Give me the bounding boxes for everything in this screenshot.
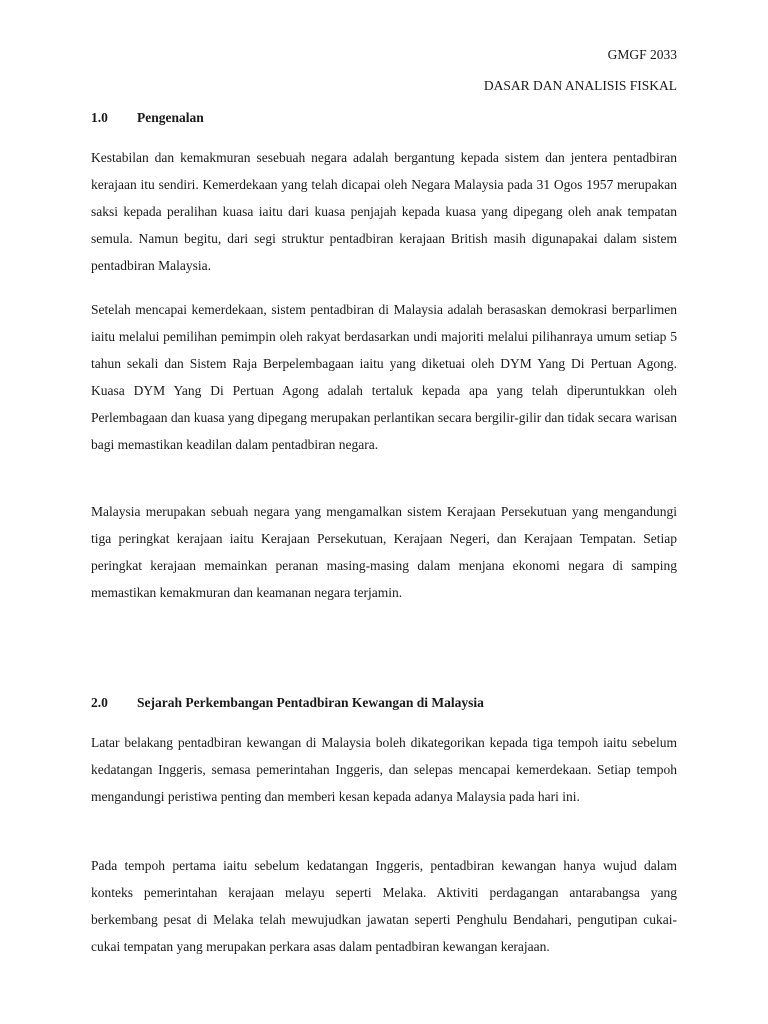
course-code: GMGF 2033 [607,47,677,62]
course-title: DASAR DAN ANALISIS FISKAL [483,78,677,93]
section-heading-history [91,694,484,712]
paragraph: Pada tempoh pertama iaitu sebelum kedatangan Inggeris, pentadbiran kewangan hanya wujud dalam konteks pemerintahan kerajaan melayu seperti Melaka. Aktiviti perdagangan antarabangsa yang berkembang pesat di Melaka telah mewujudkan jawatan seperti Penghulu Bendahari, pengutipan cukai-cukai tempatan yang merupakan perkara asas dalam pentadbiran kewangan kerajaan. [91,858,677,954]
paragraph: Latar belakang pentadbiran kewangan di Malaysia boleh dikategorikan kepada tiga tempoh iaitu sebelum kedatangan Inggeris, semasa pemerintahan Inggeris, dan selepas mencapai kemerdekaan. Setiap tempoh mengandungi peristiwa penting dan memberi kesan kepada adanya Malaysia pada hari ini. [91,735,677,804]
paragraph: Kestabilan dan kemakmuran sesebuah negara adalah bergantung kepada sistem dan jentera pentadbiran kerajaan itu sendiri. Kemerdekaan yang telah dicapai oleh Negara Malaysia pada 31 Ogos 1957 merupakan saksi kepada peralihan kuasa iaitu dari kuasa penjajah kepada kuasa yang dipegang oleh anak tempatan semula. Namun begitu, dari segi struktur pentadbiran kerajaan British masih digunapakai dalam sistem pentadbiran Malaysia. [91,150,677,273]
section-heading-introduction [91,109,204,127]
paragraph: Malaysia merupakan sebuah negara yang mengamalkan sistem Kerajaan Persekutuan yang mengandungi tiga peringkat kerajaan iaitu Kerajaan Persekutuan, Kerajaan Negeri, dan Kerajaan Tempatan. Setiap peringkat kerajaan memainkan peranan masing-masing dalam menjana ekonomi negara di samping memastikan kemakmuran dan keamanan negara terjamin. [91,504,677,600]
section-title: Pengenalan [137,110,204,125]
section-number: 2.0 [91,695,108,710]
section-number: 1.0 [91,110,108,125]
paragraph: Setelah mencapai kemerdekaan, sistem pentadbiran di Malaysia adalah berasaskan demokrasi berparlimen iaitu melalui pemilihan pemimpin oleh rakyat berdasarkan undi majoriti melalui pilihanraya umum setiap 5 tahun sekali dan Sistem Raja Berpelembagaan iaitu yang diketuai oleh DYM Yang Di Pertuan Agong. Kuasa DYM Yang Di Pertuan Agong adalah tertaluk kepada apa yang telah diperuntukkan oleh Perlembagaan dan kuasa yang dipegang merupakan perlantikan secara bergilir-gilir dan tidak secara warisan bagi memastikan keadilan dalam pentadbiran negara. [91,302,677,452]
section-title: Sejarah Perkembangan Pentadbiran Kewangan di Malaysia [137,695,484,710]
